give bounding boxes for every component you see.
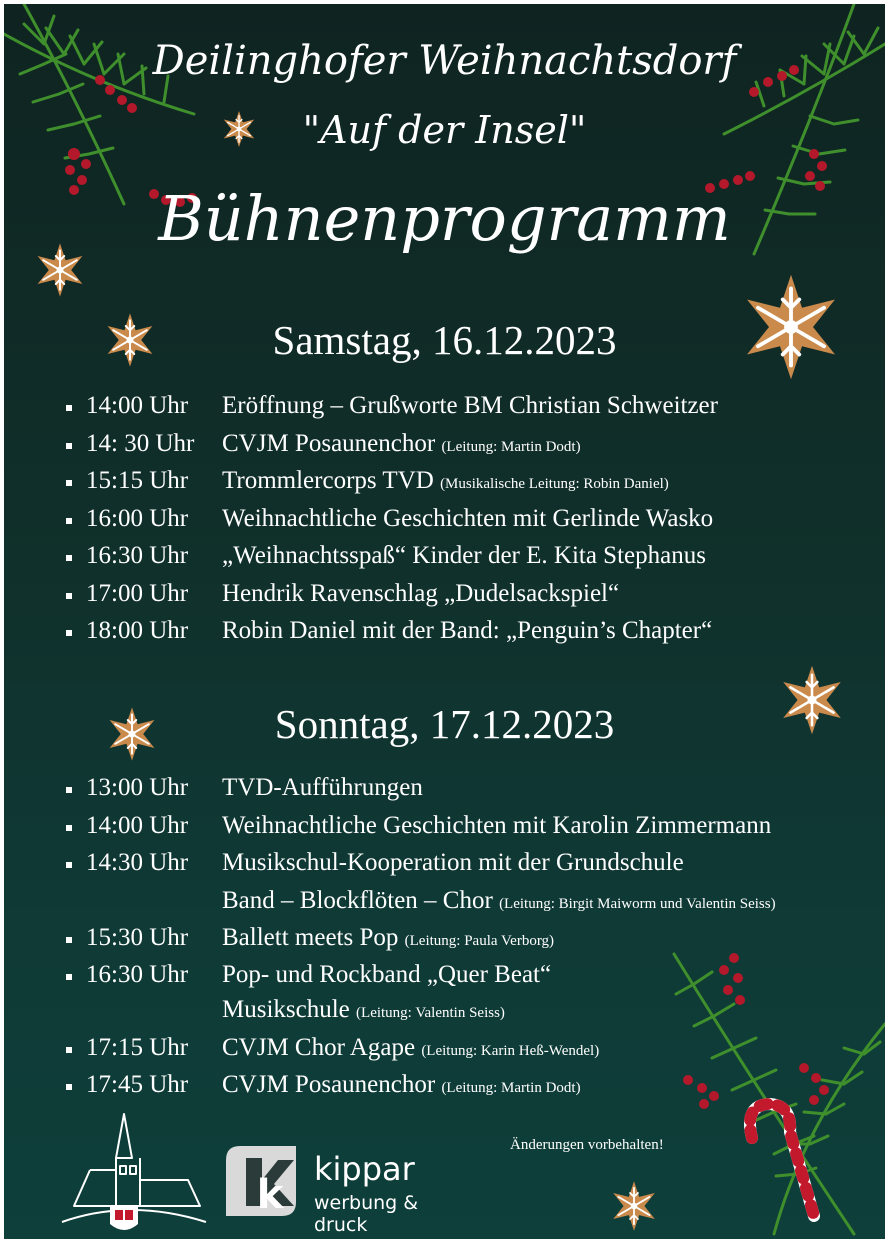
schedule-time: 15:15 Uhr <box>86 467 189 494</box>
schedule-act <box>222 430 581 458</box>
act-title: Hendrik Ravenschlag „Dudelsackspiel“ <box>222 580 620 607</box>
schedule-act <box>222 467 669 495</box>
schedule-act <box>222 812 771 840</box>
schedule-act <box>222 774 423 802</box>
act-title: CVJM Posaunenchor <box>222 430 436 457</box>
bullet <box>66 1084 72 1090</box>
schedule-act <box>222 996 505 1024</box>
schedule-time: 14:00 Uhr <box>86 392 189 419</box>
day-heading-sunday: Sonntag, 17.12.2023 <box>274 701 615 747</box>
act-title: Musikschule <box>222 996 350 1023</box>
schedule-time: 17:15 Uhr <box>86 1034 189 1061</box>
day-heading-saturday: Samstag, 16.12.2023 <box>272 317 617 363</box>
program-heading: Bühnenprogramm <box>158 182 731 255</box>
act-title: Eröffnung – Grußworte BM Christian Schweitzer <box>222 392 718 419</box>
bullet <box>66 1047 72 1053</box>
event-subtitle: "Auf der Insel" <box>302 108 587 152</box>
act-title: „Weihnachtsspaß“ Kinder der E. Kita Stephanus <box>222 542 706 569</box>
act-title: Musikschul-Kooperation mit der Grundschule <box>222 849 684 876</box>
act-title: Band – Blockflöten – Chor <box>222 887 493 914</box>
act-title: Weihnachtliche Geschichten mit Karolin Zimmermann <box>222 812 772 839</box>
schedule-time: 13:00 Uhr <box>86 774 189 801</box>
bullet <box>66 825 72 831</box>
schedule-time: 16:00 Uhr <box>86 505 189 532</box>
schedule-time: 17:00 Uhr <box>86 580 189 607</box>
schedule-time: 14: 30 Uhr <box>86 430 195 457</box>
sponsor-name: kippar <box>314 1150 415 1188</box>
schedule-time: 18:00 Uhr <box>86 617 189 644</box>
candy-cane-icon <box>734 1098 824 1228</box>
act-note: (Leitung: Birgit Maiworm und Valentin Seiss) <box>499 896 776 912</box>
schedule-time: 14:30 Uhr <box>86 849 189 876</box>
event-title: Deilinghofer Weihnachtsdorf <box>152 38 737 84</box>
schedule-time: 14:00 Uhr <box>86 812 189 839</box>
schedule-act <box>222 542 706 570</box>
bullet <box>66 937 72 943</box>
act-title: Pop- und Rockband „Quer Beat“ <box>222 961 552 988</box>
schedule-time: 15:30 Uhr <box>86 924 189 951</box>
act-title: TVD-Aufführungen <box>222 774 423 801</box>
act-title: CVJM Posaunenchor <box>222 1071 436 1098</box>
act-title: Ballett meets Pop <box>222 924 399 951</box>
act-title: Robin Daniel mit der Band: „Penguin’s Chapter“ <box>222 617 713 644</box>
schedule-act <box>222 1071 581 1099</box>
bullet <box>66 405 72 411</box>
bullet <box>66 630 72 636</box>
disclaimer-note: Änderungen vorbehalten! <box>510 1137 664 1153</box>
bullet <box>66 974 72 980</box>
bullet <box>66 518 72 524</box>
schedule-act <box>222 1034 599 1062</box>
schedule-time: 16:30 Uhr <box>86 542 189 569</box>
bullet <box>66 480 72 486</box>
act-title: CVJM Chor Agape <box>222 1034 416 1061</box>
schedule-act <box>222 580 619 608</box>
schedule-act <box>222 924 554 952</box>
schedule-act <box>222 392 718 420</box>
kippar-logo <box>226 1146 466 1236</box>
schedule-act <box>222 849 684 877</box>
act-note: (Leitung: Martin Dodt) <box>441 1080 581 1096</box>
bullet <box>66 555 72 561</box>
kippar-logo-icon <box>226 1146 302 1216</box>
schedule-time: 17:45 Uhr <box>86 1071 189 1098</box>
schedule-act <box>222 887 776 915</box>
act-note: (Leitung: Paula Verborg) <box>404 933 555 949</box>
bullet <box>66 787 72 793</box>
bullet <box>66 862 72 868</box>
act-note: (Leitung: Martin Dodt) <box>441 439 581 455</box>
kippar-logo-letter: k <box>256 1172 284 1218</box>
poster <box>4 4 885 1239</box>
bullet <box>66 593 72 599</box>
act-title: Trommlercorps TVD <box>222 467 434 494</box>
sponsor-tagline: werbung & druck <box>314 1192 419 1236</box>
act-title: Weihnachtliche Geschichten mit Gerlinde Wasko <box>222 505 714 532</box>
gingerbread-star-icon <box>608 1180 660 1232</box>
schedule-act <box>222 505 713 533</box>
act-note: (Leitung: Valentin Seiss) <box>356 1005 505 1021</box>
church-logo-icon <box>60 1110 208 1236</box>
bullet <box>66 443 72 449</box>
schedule-act <box>222 961 551 989</box>
act-note: (Leitung: Karin Heß-Wendel) <box>421 1043 600 1059</box>
schedule-act <box>222 617 712 645</box>
act-note: (Musikalische Leitung: Robin Daniel) <box>440 476 669 492</box>
schedule-time: 16:30 Uhr <box>86 961 189 988</box>
